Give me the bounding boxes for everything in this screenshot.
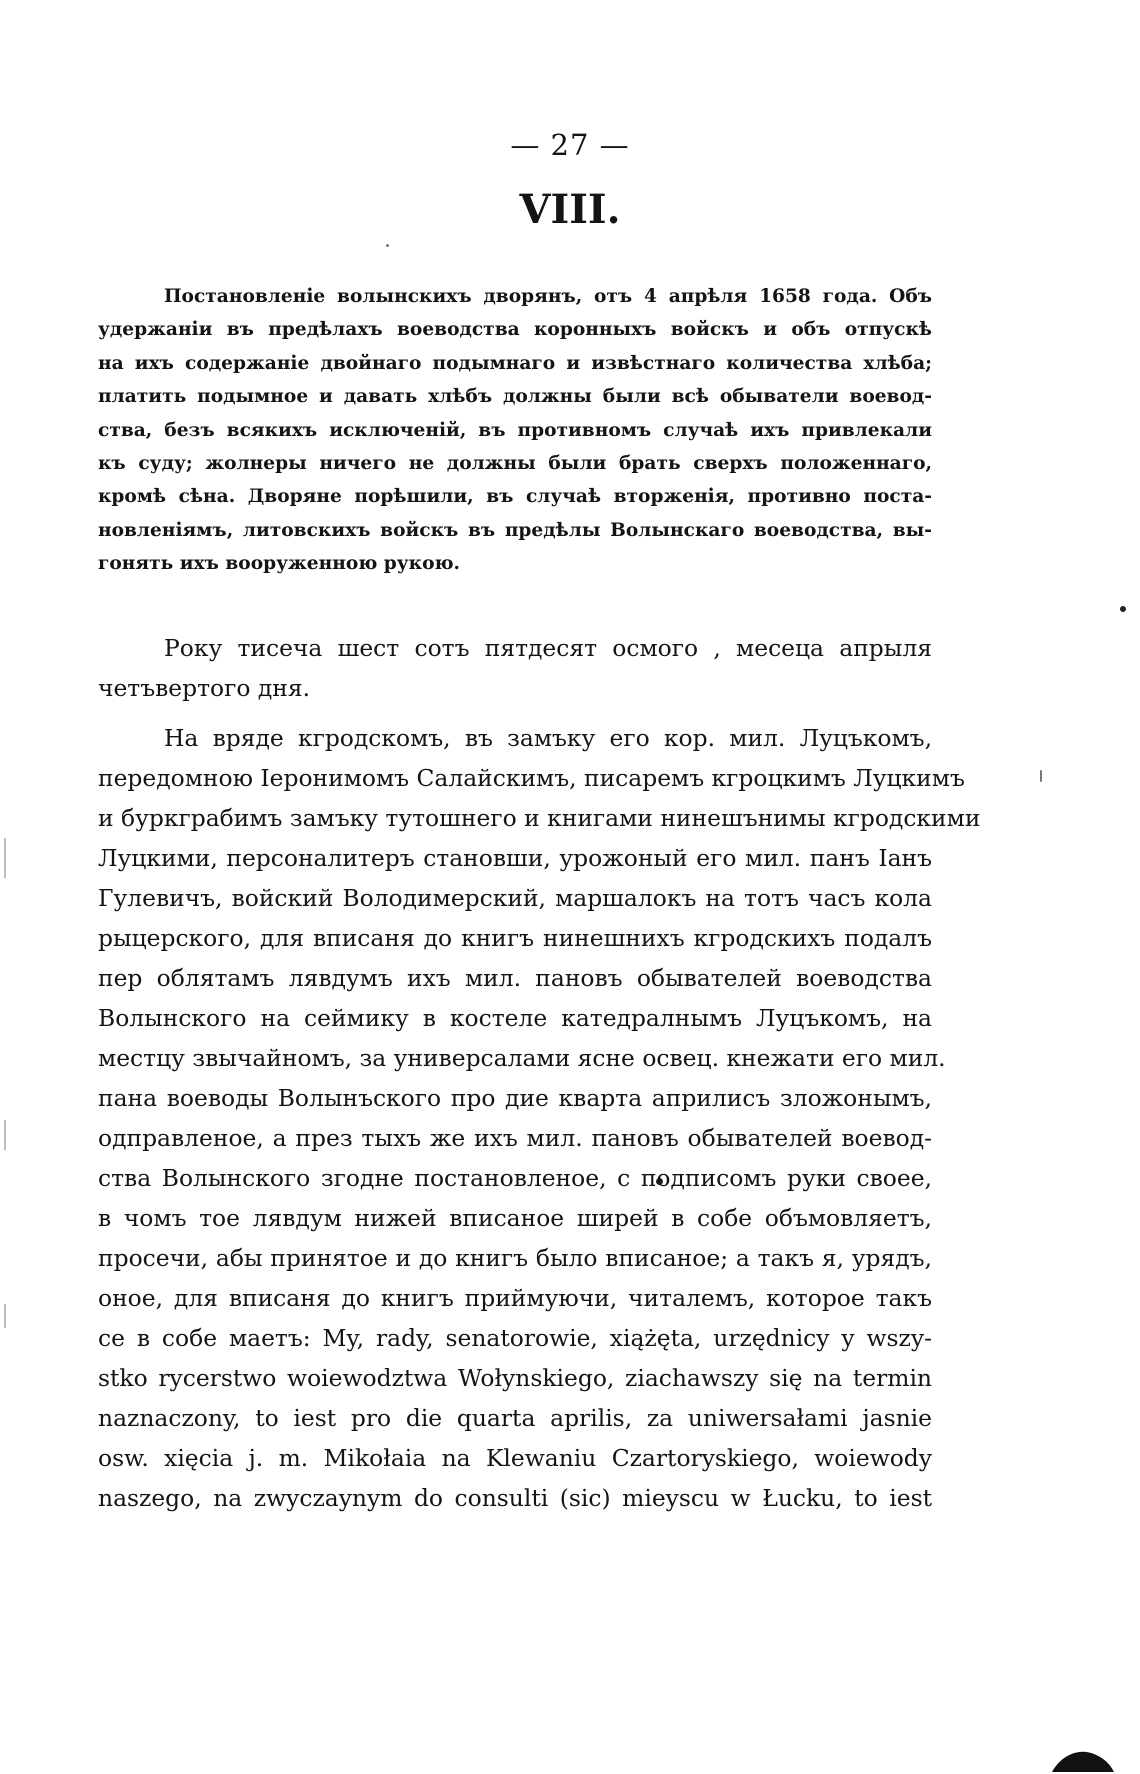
summary-line: къ суду; жолнеры ничего не должны были брать сверхъ положеннаго, xyxy=(98,453,932,475)
page-corner-mark-icon xyxy=(1050,1746,1116,1774)
paragraph-line: На вряде кгродскомъ, въ замъку его кор. мил. Луцъкомъ, xyxy=(164,724,932,752)
scan-margin-line xyxy=(4,838,6,878)
paragraph-date xyxy=(98,628,932,708)
page-number: — 27 — xyxy=(510,128,630,162)
paragraph-line: передомною Іеронимомъ Салайскимъ, писаремъ кгроцкимъ Луцкимъ xyxy=(98,764,965,792)
section-heading: VIII. xyxy=(519,186,621,233)
summary-line: кромѣ сѣна. Дворяне порѣшили, въ случаѣ вторженія, противно поста- xyxy=(98,486,932,508)
scan-speck xyxy=(1040,770,1042,782)
paragraph-line: оное, для вписаня до книгъ приймуючи, читалемъ, которое такъ xyxy=(98,1284,932,1312)
summary-line: платить подымное и давать хлѣбъ должны были всѣ обыватели воевод- xyxy=(98,386,932,408)
paragraph-line: местцу звычайномъ, за универсалами ясне освец. кнежати его мил. xyxy=(98,1044,946,1072)
paragraph-line: naszego, na zwyczaynym do consulti (sic) mieyscu w Łucku, to iest xyxy=(98,1484,932,1512)
paragraph-line: Року тисеча шест сотъ пятдесят осмого , месеца апрыля xyxy=(164,634,932,662)
summary-line: гонять ихъ вооруженною рукою. xyxy=(98,553,461,575)
paragraph-line: ства Волынского згодне постановленое, с подписомъ руки своее, xyxy=(98,1164,932,1192)
paragraph-line: рыцерского, для вписаня до книгъ нинешнихъ кгродскихъ подалъ xyxy=(98,924,932,952)
paragraph-line: одправленое, а през тыхъ же ихъ мил. пановъ обывателей воевод- xyxy=(98,1124,932,1152)
paragraph-line: четъвертого дня. xyxy=(98,674,311,702)
paragraph-line: osw. xięcia j. m. Mikołaia na Klewaniu Czartoryskiego, woiewody xyxy=(98,1444,932,1472)
paragraph-line: и буркграбимъ замъку тутошнего и книгами нинешънимы кгродскими xyxy=(98,804,981,832)
scan-margin-line xyxy=(4,1120,6,1150)
paragraph-main xyxy=(98,718,981,1518)
paragraph-line: Волынского на сеймику в костеле катедралнымъ Луцъкомъ, на xyxy=(98,1004,932,1032)
summary-line: Постановленіе волынскихъ дворянъ, отъ 4 апрѣля 1658 года. Объ xyxy=(164,286,932,307)
paragraph-line: Луцкими, персоналитеръ становши, урожоный его мил. панъ Іанъ xyxy=(98,844,932,872)
paragraph-line: naznaczony, to iest pro die quarta aprilis, za uniwersałami jasnie xyxy=(98,1404,932,1432)
paragraph-line: пер облятамъ лявдумъ ихъ мил. пановъ обывателей воеводства xyxy=(98,964,932,992)
summary-line: новленіямъ, литовскихъ войскъ въ предѣлы Волынскаго воеводства, вы- xyxy=(98,519,932,541)
document-summary xyxy=(98,280,932,581)
paragraph-line: пана воеводы Волынъского про дие кварта априлисъ зложонымъ, xyxy=(98,1084,932,1112)
scan-speck xyxy=(386,244,389,247)
paragraph-line: Гулевичъ, войский Володимерский, маршалокъ на тотъ часъ кола xyxy=(98,884,932,912)
paragraph-line: stko rycerstwo woiewodztwa Wołynskiego, ziachawszy się na termin xyxy=(98,1364,932,1392)
scan-speck xyxy=(1120,606,1126,612)
summary-line: на ихъ содержаніе двойнаго подымнаго и извѣстнаго количества хлѣба; xyxy=(98,352,932,374)
summary-line: удержаніи въ предѣлахъ воеводства коронныхъ войскъ и объ отпускѣ xyxy=(98,319,932,341)
paragraph-line: в чомъ тое лявдум нижей вписаное ширей в собе объмовляетъ, xyxy=(98,1204,932,1232)
paragraph-line: просечи, абы принятое и до книгъ было вписаное; а такъ я, урядъ, xyxy=(98,1244,932,1272)
summary-line: ства, безъ всякихъ исключеній, въ противномъ случаѣ ихъ привлекали xyxy=(98,419,932,441)
paragraph-line: се в собе маетъ: My, rady, senatorowie, xiążęta, urzędnicy y wszy- xyxy=(98,1324,932,1352)
scan-margin-line xyxy=(4,1304,6,1328)
